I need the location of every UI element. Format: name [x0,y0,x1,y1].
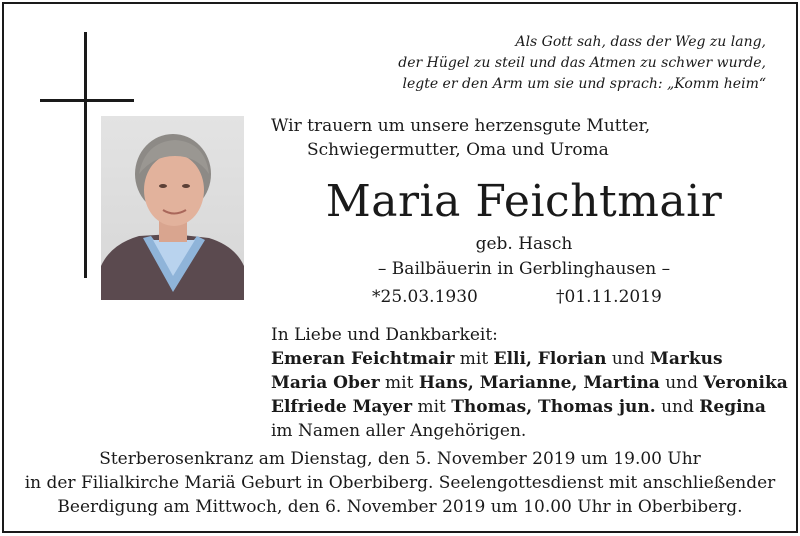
memorial-poem [398,32,766,95]
family-row [271,371,788,395]
portrait-photo [101,116,244,300]
family-closing: im Namen aller Angehörigen. [271,421,527,441]
family-list [271,323,788,443]
intro-line: Wir trauern um unsere herzensgute Mutter, [271,116,651,136]
family-connector: und [606,349,651,369]
family-name: Maria Ober [271,373,380,393]
family-row [271,395,788,419]
maiden-name: geb. Hasch [475,234,573,254]
family-name: Elfriede Mayer [271,397,413,417]
cross-vertical-bar [84,32,87,278]
family-name: Hans, Marianne, Martina [418,373,660,393]
family-name: Thomas, Thomas jun. [451,397,656,417]
service-line: Sterberosenkranz am Dienstag, den 5. November 2019 um 19.00 Uhr [99,449,701,469]
poem-line: Als Gott sah, dass der Weg zu lang, [515,34,766,50]
family-connector: und [659,373,704,393]
family-name: Regina [699,397,766,417]
service-details [4,447,796,519]
family-connector: mit [454,349,494,369]
family-connector: mit [412,397,452,417]
intro-line: Schwiegermutter, Oma und Uroma [307,140,609,160]
death-date: †01.11.2019 [556,287,662,307]
mourning-intro [271,114,650,162]
family-name: Markus [650,349,723,369]
service-line: in der Filialkirche Mariä Geburt in Oberbiberg. Seelengottesdienst mit anschließender [24,473,776,493]
family-name: Veronika [703,373,788,393]
family-connector: mit [379,373,419,393]
birth-date: *25.03.1930 [372,287,478,307]
poem-line: der Hügel zu steil und das Atmen zu schwer wurde, [398,55,766,71]
service-line: Beerdigung am Mittwoch, den 6. November 2019 um 10.00 Uhr in Oberbiberg. [57,497,743,517]
occupation-line: – Bailbäuerin in Gerblinghausen – [377,259,671,279]
family-name: Emeran Feichtmair [271,349,455,369]
poem-line: legte er den Arm um sie und sprach: „Komm heim“ [402,76,766,92]
family-connector: und [655,397,700,417]
family-intro: In Liebe und Dankbarkeit: [271,325,498,345]
family-row [271,347,788,371]
cross-horizontal-bar [40,99,134,102]
obituary-card [2,2,798,533]
family-name: Elli, Florian [493,349,607,369]
deceased-name: Maria Feichtmair [325,176,723,227]
